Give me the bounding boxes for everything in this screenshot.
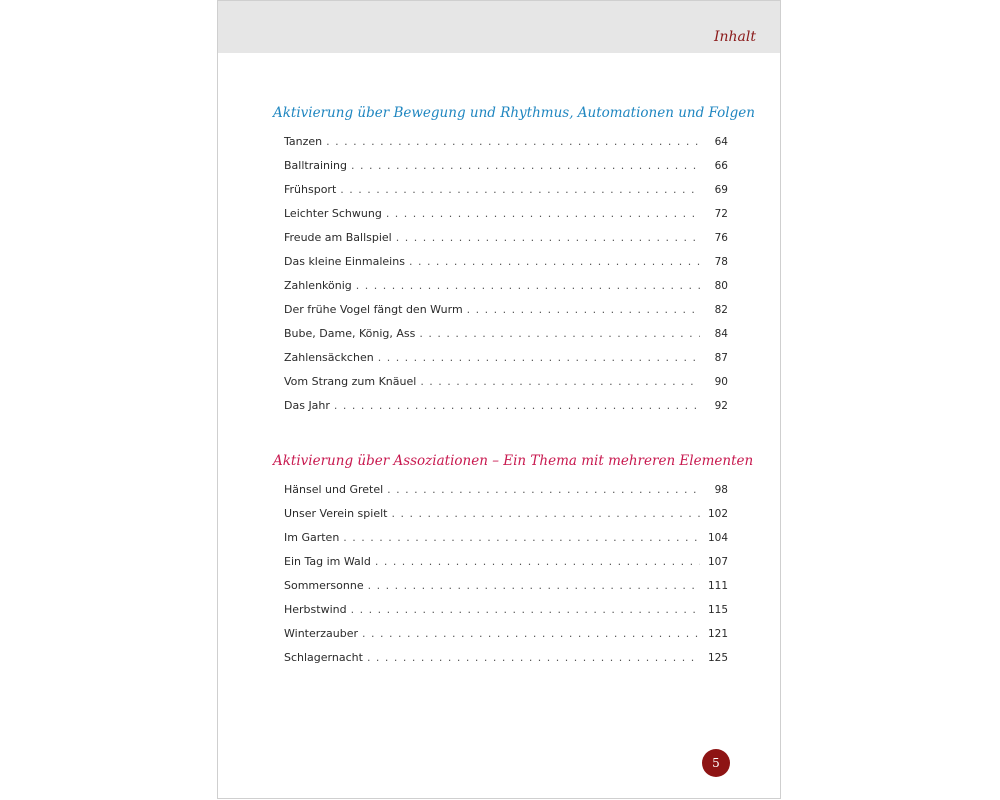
header-title: Inhalt — [713, 29, 756, 45]
toc-entry[interactable] — [284, 178, 728, 202]
toc-entry-label: Herbstwind — [284, 603, 347, 616]
toc-entry-label: Winterzauber — [284, 627, 359, 640]
toc-entry-page: 64 — [714, 136, 728, 148]
toc-entry-label: Bube, Dame, König, Ass — [284, 327, 416, 340]
header-band — [218, 1, 780, 53]
toc-entry[interactable] — [284, 526, 728, 550]
toc-entry-page: 78 — [714, 256, 728, 268]
toc-entry[interactable] — [284, 550, 728, 574]
dot-leader — [467, 298, 700, 322]
toc-entry-page: 98 — [714, 484, 728, 496]
toc-entry-page: 90 — [714, 376, 728, 388]
document-page — [217, 0, 781, 799]
toc-entry-page: 66 — [714, 160, 728, 172]
toc-entry[interactable] — [284, 598, 728, 622]
toc-entry-label: Leichter Schwung — [284, 207, 382, 220]
dot-leader — [391, 502, 700, 526]
toc-entry-label: Das Jahr — [284, 399, 330, 412]
toc-entry-page: 80 — [714, 280, 728, 292]
toc-entry[interactable] — [284, 226, 728, 250]
section-title-associations: Aktivierung über Assoziationen – Ein Thema mit mehreren Elementen — [273, 453, 754, 469]
toc-entry[interactable] — [284, 130, 728, 154]
section-title-movement: Aktivierung über Bewegung und Rhythmus, Automationen und Folgen — [273, 105, 755, 121]
toc-entry-label: Das kleine Einmaleins — [284, 255, 405, 268]
dot-leader — [368, 574, 700, 598]
toc-entry[interactable] — [284, 154, 728, 178]
toc-entry[interactable] — [284, 574, 728, 598]
toc-entry-label: Unser Verein spielt — [284, 507, 388, 520]
dot-leader — [387, 478, 700, 502]
dot-leader — [343, 526, 700, 550]
dot-leader — [362, 622, 700, 646]
toc-entry-page: 84 — [714, 328, 728, 340]
toc-entry[interactable] — [284, 394, 728, 418]
dot-leader — [326, 130, 700, 154]
dot-leader — [386, 202, 700, 226]
toc-entry-label: Tanzen — [284, 135, 323, 148]
toc-entry-page: 92 — [714, 400, 728, 412]
dot-leader — [396, 226, 700, 250]
page-number-badge: 5 — [702, 749, 730, 777]
toc-entry-page: 121 — [707, 628, 728, 640]
toc-entry-page: 125 — [707, 652, 728, 664]
dot-leader — [367, 646, 700, 670]
toc-entry-label: Ein Tag im Wald — [284, 555, 371, 568]
dot-leader — [340, 178, 700, 202]
toc-entry[interactable] — [284, 646, 728, 670]
toc-entry-label: Balltraining — [284, 159, 348, 172]
toc-entry-label: Zahlenkönig — [284, 279, 352, 292]
toc-entry-label: Hänsel und Gretel — [284, 483, 384, 496]
toc-entry[interactable] — [284, 622, 728, 646]
toc-list-associations — [284, 478, 728, 670]
toc-entry-label: Der frühe Vogel fängt den Wurm — [284, 303, 463, 316]
dot-leader — [351, 154, 700, 178]
toc-entry[interactable] — [284, 298, 728, 322]
toc-entry[interactable] — [284, 502, 728, 526]
toc-entry[interactable] — [284, 322, 728, 346]
toc-entry-page: 72 — [714, 208, 728, 220]
toc-entry[interactable] — [284, 202, 728, 226]
toc-entry[interactable] — [284, 478, 728, 502]
dot-leader — [420, 370, 700, 394]
dot-leader — [334, 394, 700, 418]
dot-leader — [409, 250, 700, 274]
dot-leader — [356, 274, 700, 298]
toc-entry-page: 87 — [714, 352, 728, 364]
toc-entry[interactable] — [284, 346, 728, 370]
toc-entry-page: 115 — [707, 604, 728, 616]
toc-entry-page: 82 — [714, 304, 728, 316]
toc-entry-label: Frühsport — [284, 183, 337, 196]
toc-entry-label: Zahlensäckchen — [284, 351, 374, 364]
toc-entry-label: Sommersonne — [284, 579, 364, 592]
toc-entry-page: 104 — [707, 532, 728, 544]
toc-entry-page: 111 — [707, 580, 728, 592]
dot-leader — [378, 346, 700, 370]
toc-entry[interactable] — [284, 274, 728, 298]
dot-leader — [351, 598, 700, 622]
toc-entry-label: Im Garten — [284, 531, 340, 544]
toc-entry-label: Schlagernacht — [284, 651, 363, 664]
toc-list-movement — [284, 130, 728, 418]
toc-entry-page: 76 — [714, 232, 728, 244]
dot-leader — [419, 322, 700, 346]
toc-entry[interactable] — [284, 250, 728, 274]
toc-entry-label: Vom Strang zum Knäuel — [284, 375, 417, 388]
toc-entry[interactable] — [284, 370, 728, 394]
toc-entry-page: 102 — [707, 508, 728, 520]
dot-leader — [375, 550, 700, 574]
toc-entry-page: 107 — [707, 556, 728, 568]
toc-entry-page: 69 — [714, 184, 728, 196]
toc-entry-label: Freude am Ballspiel — [284, 231, 392, 244]
